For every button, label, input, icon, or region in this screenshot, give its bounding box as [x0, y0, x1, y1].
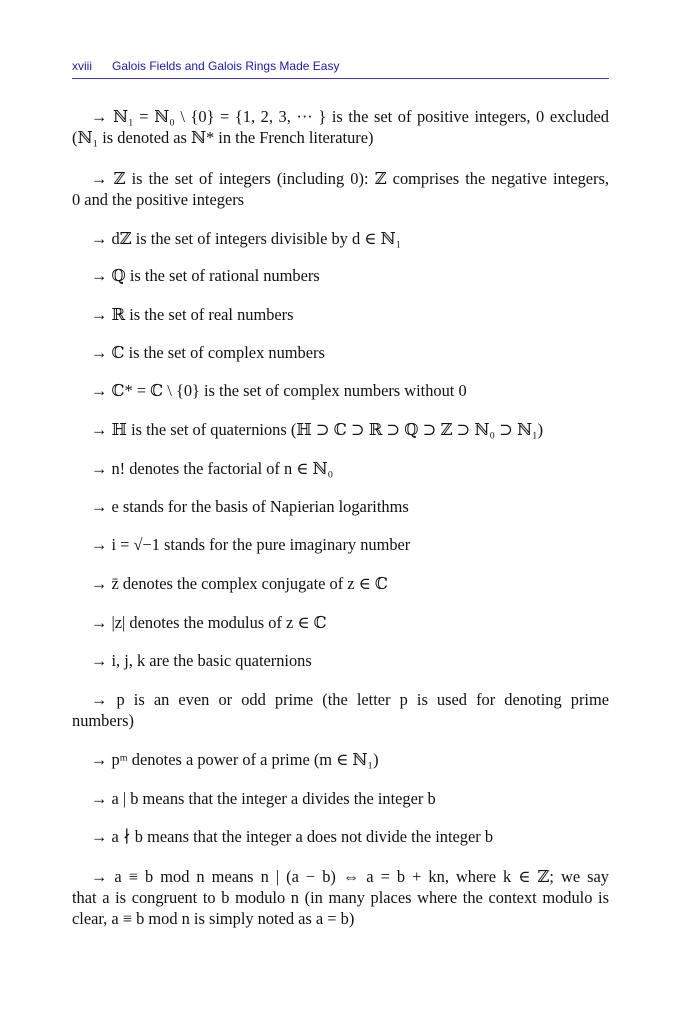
entry-line: → pᵐ denotes a power of a prime (m ∈ ℕ₁)	[91, 750, 379, 769]
entry-line: 0 and the positive integers	[72, 190, 245, 209]
entry-line: → ℂ* = ℂ \ {0} is the set of complex numbers without 0	[91, 381, 467, 400]
entry-line: numbers)	[72, 711, 134, 730]
entry-dZ	[72, 228, 609, 249]
book-title: Galois Fields and Galois Rings Made Easy	[112, 59, 340, 73]
entry-line: → i, j, k are the basic quaternions	[91, 651, 312, 670]
entry-Cstar	[72, 380, 609, 401]
entry-line: that a is congruent to b modulo n (in many places where the context modulo is	[72, 888, 609, 907]
entry-prime	[72, 689, 609, 731]
entry-line: → a | b means that the integer a divides the integer b	[91, 789, 436, 808]
entry-line: (ℕ₁ is denoted as ℕ* in the French literature)	[72, 128, 374, 147]
entry-e	[72, 496, 609, 517]
entry-line: → a ≡ b mod n means n | (a − b) ⇔ a = b + kn, where k ∈ ℤ; we say	[91, 867, 609, 886]
entry-line: → a ∤ b means that the integer a does not divide the integer b	[91, 827, 494, 846]
entry-Q	[72, 265, 609, 286]
entry-not-divides	[72, 826, 609, 847]
entry-line: → ℕ₁ = ℕ₀ \ {0} = {1, 2, 3, ··· } is the set of positive integers, 0 excluded	[91, 107, 609, 126]
entry-R	[72, 304, 609, 325]
entry-line: → e stands for the basis of Napierian logarithms	[91, 497, 409, 516]
entry-divides	[72, 788, 609, 809]
entry-modulus	[72, 612, 609, 633]
entry-factorial	[72, 458, 609, 479]
entry-prime-power	[72, 749, 609, 770]
entry-line: → z̄ denotes the complex conjugate of z ∈ ℂ	[91, 574, 388, 593]
entry-N1	[72, 106, 609, 148]
entry-line: → p is an even or odd prime (the letter p is used for denoting prime	[91, 690, 609, 709]
running-head	[72, 57, 609, 79]
entry-Z	[72, 168, 609, 210]
entry-line: clear, a ≡ b mod n is simply noted as a = b)	[72, 909, 355, 928]
entry-H	[72, 419, 609, 440]
entry-line: → ℝ is the set of real numbers	[91, 305, 294, 324]
page-number: xviii	[72, 59, 92, 73]
entry-C	[72, 342, 609, 363]
entry-quaternions	[72, 650, 609, 671]
entry-line: → ℂ is the set of complex numbers	[91, 343, 325, 362]
entry-line: → i = √−1 stands for the pure imaginary number	[91, 535, 411, 554]
entry-line: → dℤ is the set of integers divisible by d ∈ ℕ₁	[91, 229, 402, 248]
entry-i	[72, 534, 609, 555]
entry-line: → ℤ is the set of integers (including 0): ℤ comprises the negative integers,	[91, 169, 609, 188]
entry-line: → |z| denotes the modulus of z ∈ ℂ	[91, 613, 327, 632]
entry-conjugate	[72, 573, 609, 594]
entry-line: → n! denotes the factorial of n ∈ ℕ₀	[91, 459, 334, 478]
entry-line: → ℚ is the set of rational numbers	[91, 266, 320, 285]
entry-congruence	[72, 866, 609, 929]
entry-line: → ℍ is the set of quaternions (ℍ ⊃ ℂ ⊃ ℝ ⊃ ℚ ⊃ ℤ ⊃ ℕ₀ ⊃ ℕ₁)	[91, 420, 544, 439]
